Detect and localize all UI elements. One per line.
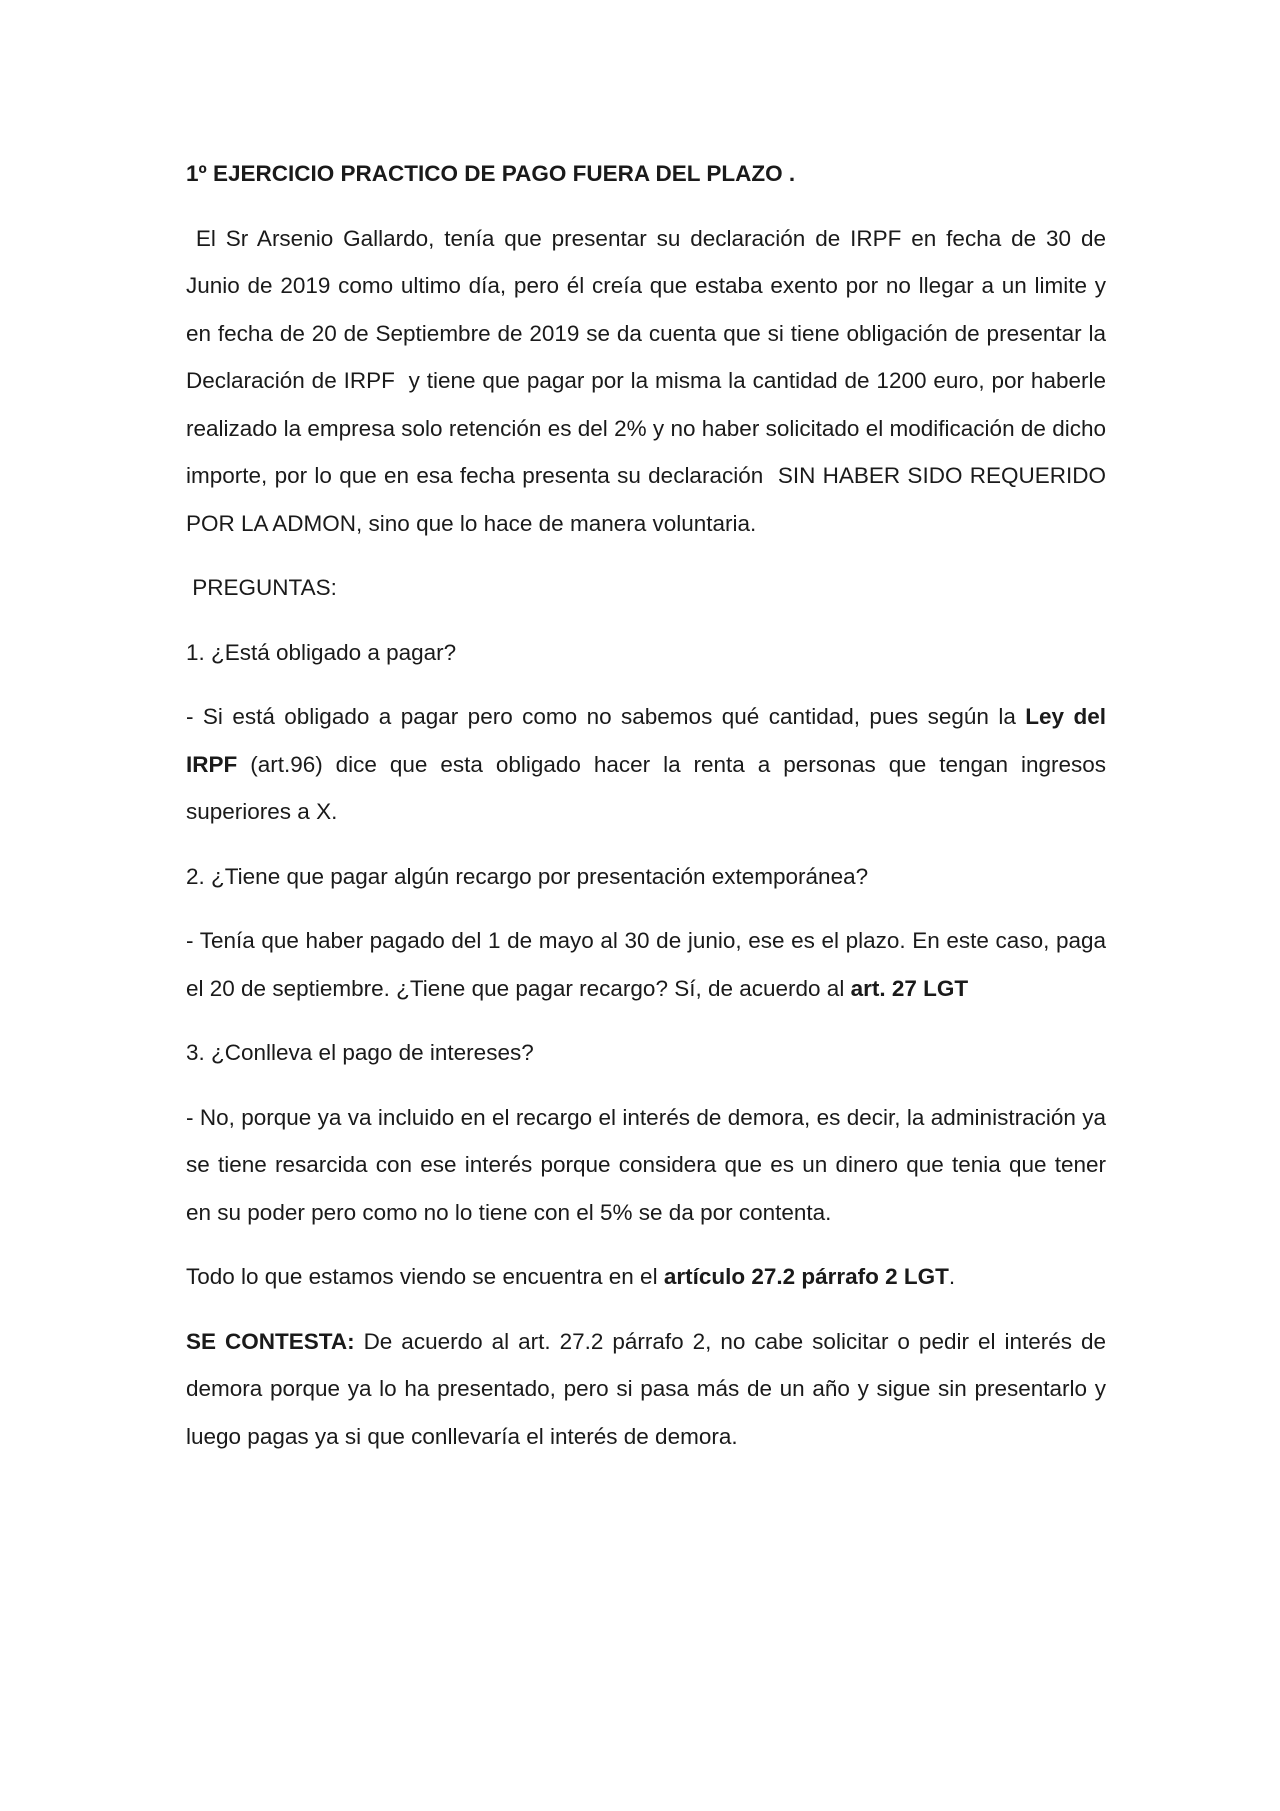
- question-3: 3. ¿Conlleva el pago de intereses?: [186, 1040, 534, 1065]
- document-page: [186, 150, 1113, 1477]
- answer-2-text: - Tenía que haber pagado del 1 de mayo al 30 de junio, ese es el plazo. En este caso, paga el 20 de septiembre. ¿Tiene que pagar recargo? Sí, de acuerdo al: [186, 928, 1106, 1001]
- answer-3: - No, porque ya va incluido en el recargo el interés de demora, es decir, la administración ya se tiene resarcida con ese interés porque considera que es un dinero que tenia que tener en su poder pero como no lo tiene con el 5% se da por contenta.: [186, 1104, 1106, 1225]
- reference-note-bold: artículo 27.2 párrafo 2 LGT: [663, 1264, 949, 1289]
- answer-1-bold: Ley del IRPF: [186, 704, 1106, 777]
- answer-1-text: - Si está obligado a pagar pero como no sabemos qué cantidad, pues según la: [186, 704, 1026, 729]
- final-answer-label: SE CONTESTA:: [186, 1328, 355, 1354]
- final-answer: [186, 1318, 1106, 1461]
- reference-note-end: .: [948, 1264, 956, 1289]
- answer-2-bold: art. 27 LGT: [850, 975, 969, 1001]
- exercise-title: 1º EJERCICIO PRACTICO DE PAGO FUERA DEL PLAZO .: [186, 161, 796, 186]
- reference-note-text: Todo lo que estamos viendo se encuentra en el: [186, 1264, 664, 1289]
- reference-note: [186, 1253, 1106, 1301]
- answer-2: [186, 917, 1106, 1012]
- preguntas-label: PREGUNTAS:: [186, 575, 337, 600]
- question-1: 1. ¿Está obligado a pagar?: [186, 639, 457, 665]
- final-answer-text: De acuerdo al art. 27.2 párrafo 2, no cabe solicitar o pedir el interés de demora porque ya lo ha presentado, pero si pasa más de un año y sigue sin presentarlo y luego pagas ya si que conllevaría el interés de demora.: [186, 1328, 1106, 1449]
- question-2: 2. ¿Tiene que pagar algún recargo por presentación extemporánea?: [186, 863, 869, 889]
- intro-paragraph: El Sr Arsenio Gallardo, tenía que presentar su declaración de IRPF en fecha de 30 de Junio de 2019 como ultimo día, pero él creía que estaba exento por no llegar a un limite y en fecha de 20 de Septiembre de 2019 se da cuenta que si tiene obligación de presentar la Declaración de IRPF y tiene que pagar por la misma la cantidad de 1200 euro, por haberle realizado la empresa solo retención es del 2% y no haber solicitado el modificación de dicho importe, por lo que en esa fecha presenta su declaración SIN HABER SIDO REQUERIDO POR LA ADMON, sino que lo hace de manera voluntaria.: [186, 225, 1113, 536]
- answer-1-text-end: (art.96) dice que esta obligado hacer la renta a personas que tengan ingresos superiores a X.: [186, 751, 1106, 824]
- answer-1: [186, 693, 1106, 836]
